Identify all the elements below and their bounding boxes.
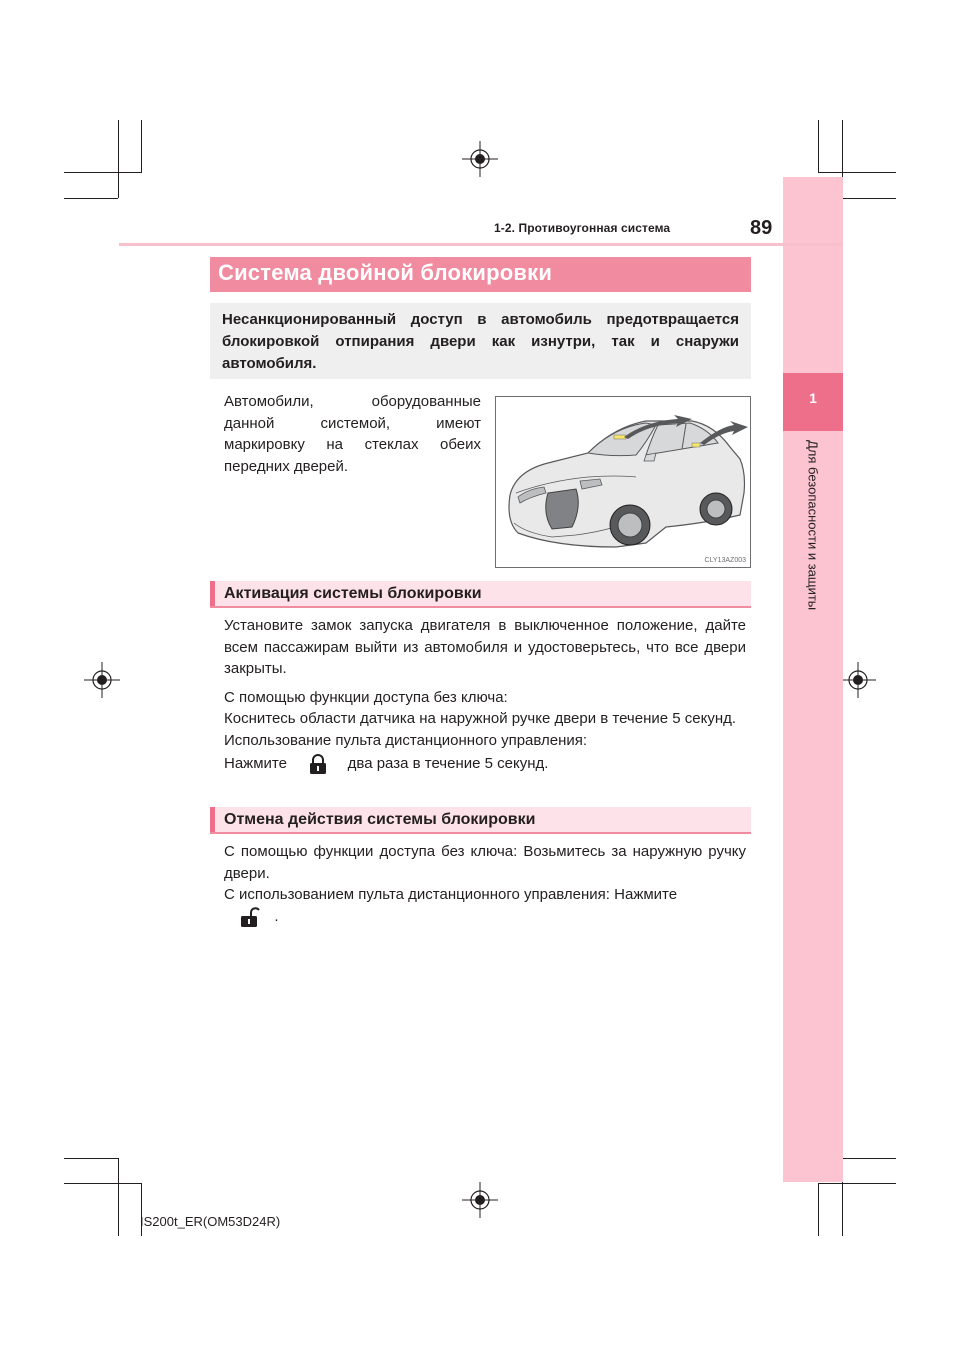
page-number: 89: [750, 217, 773, 239]
image-code: CLY13AZ003: [704, 557, 746, 564]
car-illustration: [495, 396, 751, 568]
chapter-side-strip: [783, 177, 843, 1182]
intro-text: Несанкционированный доступ в автомобиль предотвращается блокировкой отпирания двери как изнутри, так и снаружи автомобиля.: [222, 311, 739, 372]
cancel-block: [224, 841, 746, 928]
activation-remote-text: [224, 753, 746, 775]
system-description: Автомобили, оборудованные данной системой, имеют маркировку на стеклах обеих передних дверей.: [224, 393, 481, 475]
activation-block: [224, 615, 746, 775]
crop-mark: [818, 1183, 896, 1184]
press-twice-text: два раза в течение 5 секунд.: [347, 755, 549, 772]
intro-box: [210, 303, 751, 379]
registration-mark-icon: [840, 662, 876, 698]
cancel-heading-text: Отмена действия системы блокировки: [224, 811, 536, 828]
activation-remote-label: Использование пульта дистанционного управления:: [224, 731, 588, 749]
crop-mark: [64, 198, 118, 199]
activation-heading: [210, 581, 751, 608]
crop-mark: [64, 1158, 118, 1159]
press-label: Нажмите: [224, 755, 287, 772]
registration-mark-icon: [84, 662, 120, 698]
crop-mark: [118, 120, 119, 198]
activation-keyless-text: Коснитесь области датчика на наружной ручке двери в течение 5 секунд.: [224, 710, 737, 727]
activation-paragraph: Установите замок запуска двигателя в выключенное положение, дайте всем пассажирам выйти из автомобиля и удостоверьтесь, что все двери закрыты.: [224, 617, 746, 677]
crop-mark: [818, 120, 819, 172]
crop-mark: [141, 120, 142, 172]
header-divider: [119, 243, 843, 246]
crop-mark: [64, 1183, 142, 1184]
car-icon: [496, 397, 750, 567]
registration-mark-icon: [462, 141, 498, 177]
cancel-heading: [210, 807, 751, 834]
crop-mark: [842, 198, 896, 199]
chapter-number: 1: [809, 390, 817, 406]
document-code: IS200t_ER(OM53D24R): [140, 1214, 281, 1229]
activation-keyless-label: С помощью функции доступа без ключа:: [224, 688, 508, 706]
crop-mark: [118, 1158, 119, 1236]
lock-icon: [307, 753, 329, 775]
cancel-remote-icon-line: [224, 906, 746, 928]
cancel-remote-text: С использованием пульта дистанционного управления: Нажмите: [224, 886, 678, 903]
section-title: 1-2. Противоугонная система: [494, 221, 671, 235]
registration-mark-icon: [462, 1182, 498, 1218]
crop-mark: [818, 1183, 819, 1236]
activation-heading-text: Активация системы блокировки: [224, 585, 482, 602]
main-heading: [210, 257, 751, 292]
crop-mark: [842, 1158, 896, 1159]
chapter-title: Для безопасности и защиты: [805, 440, 821, 611]
cancel-keyless-text: С помощью функции доступа без ключа: Возьмитесь за наружную ручку двери.: [224, 843, 746, 882]
unlock-icon: [238, 906, 260, 928]
period: .: [274, 907, 279, 925]
main-heading-text: Система двойной блокировки: [218, 260, 553, 285]
crop-mark: [64, 172, 142, 173]
crop-mark: [818, 172, 896, 173]
